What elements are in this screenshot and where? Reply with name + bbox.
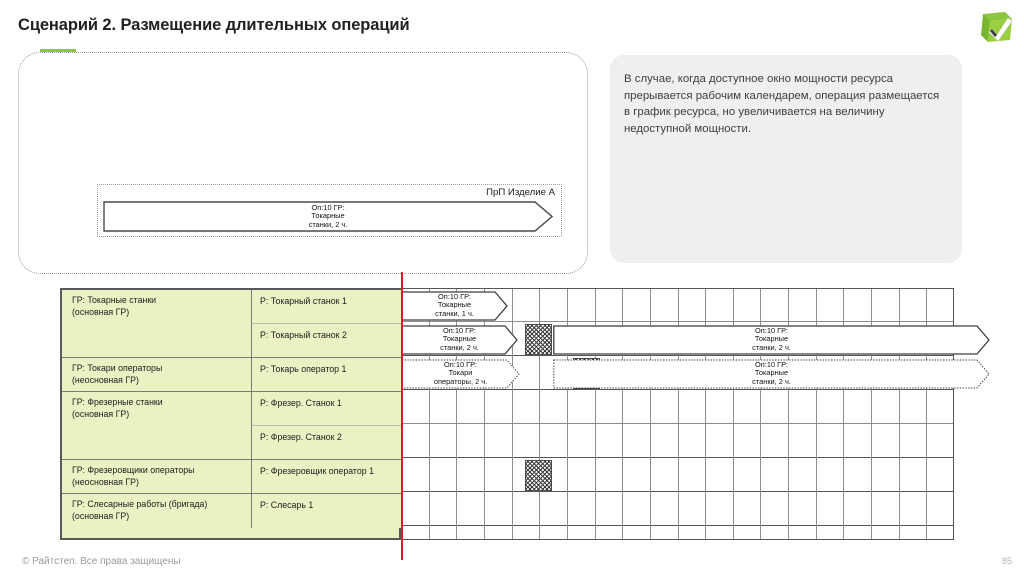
explanation-note (610, 55, 962, 263)
page-number: 85 (1001, 556, 1012, 566)
resource-group-label-line-2: (неосновная ГР) (72, 476, 139, 487)
unavailable-capacity-block (525, 324, 552, 355)
current-time-marker (401, 272, 403, 560)
resource-gantt-chart (60, 288, 955, 540)
resource-group-label-line-2: (основная ГР) (72, 510, 130, 521)
operation-bar-line-2: Токарные (754, 334, 789, 344)
page-title: Сценарий 2. Размещение длительных операций (18, 16, 410, 34)
raytstep-check-logo (979, 8, 1017, 48)
operation-bar-line-1: Оп:10 ГР: (755, 359, 788, 369)
product-plan-box (97, 184, 562, 237)
operation-bar[interactable] (401, 325, 518, 355)
resource-label: P: Токарный станок 2 (260, 330, 347, 340)
resource-group-label-line-1: ГР: Фрезеровщики операторы (72, 465, 195, 475)
resource-cell[interactable] (251, 494, 401, 528)
operation-bar-line-3: станки, 2 ч. (752, 376, 791, 386)
operation-bar-line-3: операторы, 2 ч. (433, 376, 488, 386)
resource-label: P: Фрезер. Станок 1 (260, 398, 342, 408)
resource-group-cell[interactable] (62, 358, 251, 392)
operation-bar-line-2: Токарные (754, 368, 789, 378)
operation-bar-line-2: Токари (448, 368, 473, 378)
resource-cell[interactable] (251, 392, 401, 426)
bar-line-3: станки, 2 ч. (308, 219, 348, 229)
operation-bar-line-3: станки, 2 ч. (440, 342, 479, 352)
operation-bar[interactable] (553, 325, 990, 355)
operation-bar-line-1: Оп:10 ГР: (755, 325, 788, 335)
resource-group-cell[interactable] (62, 290, 251, 358)
resource-label: P: Фрезер. Станок 2 (260, 432, 342, 442)
explanation-note-text: В случае, когда доступное окно мощности ресурса прерывается рабочим календарем, операция размещается в график ресурса, но увеличивается на величину недоступной мощности. (624, 73, 940, 135)
product-plan-label: ПрП Изделие А (486, 187, 555, 198)
operation-bar-line-1: Оп:10 ГР: (443, 325, 476, 335)
operation-bar-shape (553, 325, 990, 355)
resource-label: P: Слесарь 1 (260, 500, 314, 510)
footer-copyright: © Райтстеп. Все права защищены (22, 556, 181, 567)
operation-bar[interactable] (553, 359, 990, 389)
resource-cell[interactable] (251, 324, 401, 358)
resource-cell[interactable] (251, 426, 401, 460)
operation-bar-line-1: Оп:10 ГР: (444, 359, 477, 369)
operation-bar[interactable] (401, 359, 520, 389)
resource-group-cell[interactable] (62, 494, 251, 528)
resource-group-label-line-2: (основная ГР) (72, 306, 130, 317)
resource-group-cell[interactable] (62, 392, 251, 460)
operation-bar-shape (553, 359, 990, 389)
resource-group-label-line-2: (основная ГР) (72, 408, 130, 419)
bar-line-2: Токарные (311, 211, 345, 221)
operation-bar-line-2: Токарные (437, 300, 472, 310)
operation-bar-line-3: станки, 2 ч. (752, 342, 791, 352)
resource-group-label-line-2: (неосновная ГР) (72, 374, 139, 385)
resource-group-label-line-1: ГР: Слесарные работы (бригада) (72, 499, 208, 509)
product-plan-operation-bar[interactable] (103, 201, 553, 232)
operation-bar-shape (401, 291, 508, 321)
illustration-panel (18, 52, 588, 274)
resource-group-label-line-1: ГР: Токарные станки (72, 295, 157, 305)
operation-bar-line-3: станки, 1 ч. (435, 308, 474, 318)
operation-bar[interactable] (401, 291, 508, 321)
resource-label: P: Фрезеровщик оператор 1 (260, 466, 374, 476)
resource-group-label-line-1: ГР: Токари операторы (72, 363, 163, 373)
resource-group-label-line-1: ГР: Фрезерные станки (72, 397, 163, 407)
resource-cell[interactable] (251, 290, 401, 324)
operation-bar-shape (401, 325, 518, 355)
unavailable-capacity-block (525, 460, 552, 491)
gantt-row-headers (60, 288, 401, 540)
resource-group-cell[interactable] (62, 460, 251, 494)
operation-bar-line-1: Оп:10 ГР: (438, 291, 471, 301)
resource-label: P: Токарь оператор 1 (260, 364, 347, 374)
operation-bar-line-2: Токарные (442, 334, 477, 344)
resource-cell[interactable] (251, 460, 401, 494)
gantt-bars-layer (401, 288, 1024, 540)
resource-cell[interactable] (251, 358, 401, 392)
bar-line-1: Оп:10 ГР: (311, 202, 345, 212)
resource-label: P: Токарный станок 1 (260, 296, 347, 306)
operation-bar-shape (401, 359, 520, 389)
